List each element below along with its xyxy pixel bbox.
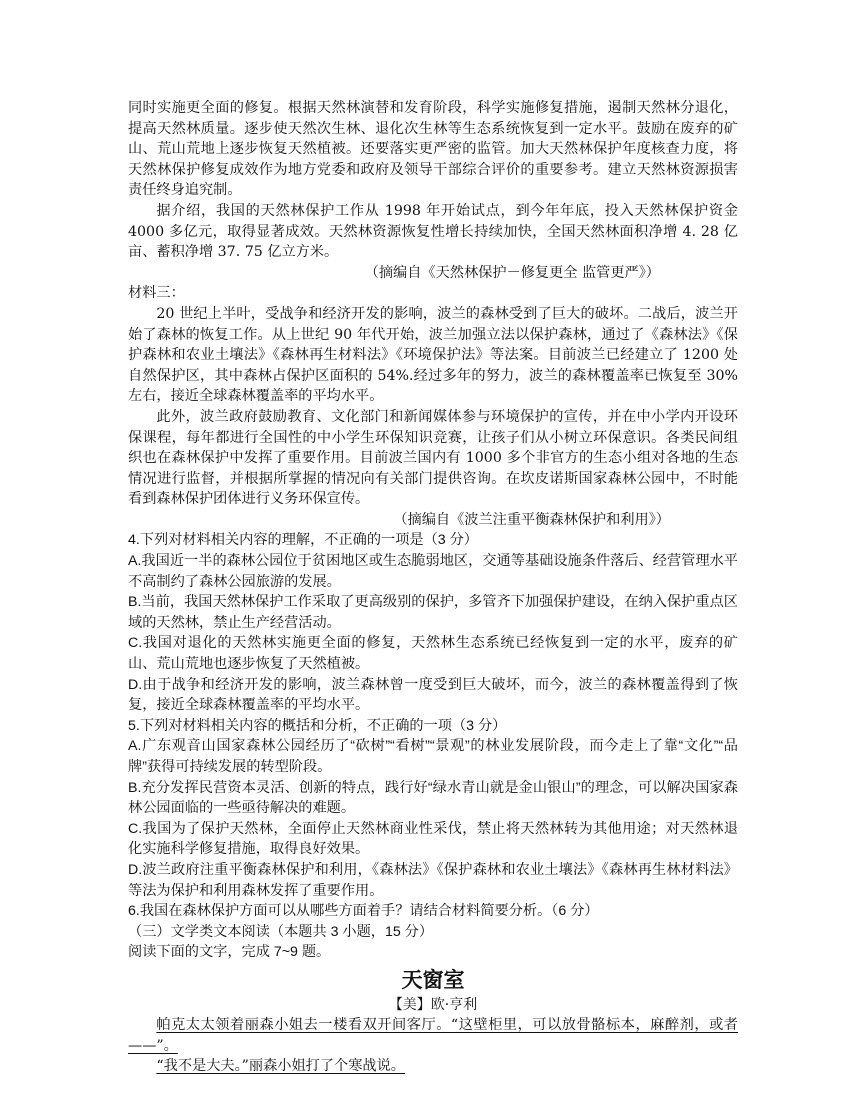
- material-three-label: 材料三：: [128, 285, 185, 302]
- story-paragraph-1: 帕克太太领着丽森小姐去一楼看双开间客厅。“这壁柜里，可以放骨骼标本，麻醉剂，或者——”。: [128, 1016, 738, 1054]
- question-6: 6.我国在森林保护方面可以从哪些方面着手？请结合材料简要分析。（6 分）: [128, 903, 599, 920]
- question-4-option-b: B.当前，我国天然林保护工作采取了更高级别的保护，多管齐下加强保护建设，在纳入保护重点区域的天然林，禁止生产经营活动。: [128, 594, 738, 631]
- section-three-heading: （三）文学类文本阅读（本题共 3 小题，15 分）: [128, 923, 434, 940]
- question-5-option-d: D.波兰政府注重平衡森林保护和利用，《森林法》《保护森林和农业土壤法》《森林再生林材料法》等法为保护和利用森林发挥了重要作用。: [128, 861, 738, 899]
- story-title: 天窗室: [401, 966, 465, 992]
- story-paragraph-2: “我不是大夫。”丽森小姐打了个寒战说。: [156, 1058, 405, 1075]
- source-citation-3: （摘编自《波兰注重平衡森林保护和利用》）: [393, 511, 670, 528]
- question-4-option-d: D.由于战争和经济开发的影响，波兰森林曾一度受到巨大破坏，而今，波兰的森林覆盖得到了恢复，接近全球森林覆盖率的平均水平。: [128, 676, 738, 714]
- question-4-option-a: A.我国近一半的森林公园位于贫困地区或生态脆弱地区，交通等基础设施条件落后、经营管理水平不高制约了森林公园旅游的发展。: [128, 553, 738, 590]
- document-page: [128, 98, 738, 1077]
- source-citation-2: （摘编自《天然林保护－修复更全 监管更严》）: [364, 264, 660, 281]
- paragraph-restoration: 同时实施更全面的修复。根据天然林演替和发育阶段，科学实施修复措施，遏制天然林分退化，提高天然林质量。逐步使天然次生林、退化次生林等生态系统恢复到一定水平。鼓励在废弃的矿山、荒山荒地上逐步恢复天然植被。还要落实更严密的监管。加大天然林保护年度核查力度，将天然林保护修复成效作为地方党委和政府及领导干部综合评价的重要参考。建立天然林资源损害责任终身追究制。: [128, 100, 738, 199]
- reading-instruction: 阅读下面的文字，完成 7~9 题。: [128, 944, 331, 961]
- question-4: 4.下列对材料相关内容的理解，不正确的一项是（3 分）: [128, 532, 478, 549]
- story-author: 【美】欧·亨利: [388, 996, 478, 1013]
- paragraph-poland-forest: 20 世纪上半叶，受战争和经济开发的影响，波兰的森林受到了巨大的破坏。二战后，波兰开始了森林的恢复工作。从上世纪 90 年代开始，波兰加强立法以保护森林，通过了《森林法》《保护森林和农业土壤法》《森林再生材料法》《环境保护法》等法案。目前波兰已经建立了 1200 处自然保护区，其中森林占保护区面积的 54%.经过多年的努力，波兰的森林覆盖率已恢复至 30%左右，接近全球森林覆盖率的平均水平。: [128, 305, 738, 405]
- paragraph-forest-stats: 据介绍，我国的天然林保护工作从 1998 年开始试点，到今年年底，投入天然林保护资金 4000 多亿元，取得显著成效。天然林资源恢复性增长持续加快，全国天然林面积净增 4. 28 亿亩、蓄积净增 37. 75 亿立方米。: [128, 202, 738, 261]
- question-5-option-b: B.充分发挥民营资本灵活、创新的特点，践行好“绿水青山就是金山银山”的理念，可以解决国家森林公园面临的一些亟待解决的难题。: [128, 779, 738, 817]
- paragraph-poland-education: 此外，波兰政府鼓励教育、文化部门和新闻媒体参与环境保护的宣传，并在中小学内开设环保课程，每年都进行全国性的中小学生环保知识竞赛，让孩子们从小树立环保意识。各类民间组织也在森林保护中发挥了重要作用。目前波兰国内有 1000 多个非官方的生态小组对各地的生态情况进行监督，并根据所掌握的情况向有关部门提供咨询。在坎皮诺斯国家森林公园中，不时能看到森林保护团体进行义务环保宣传。: [128, 408, 738, 508]
- question-5-option-c: C.我国为了保护天然林，全面停止天然林商业性采伐，禁止将天然林转为其他用途；对天然林退化实施科学修复措施，取得良好效果。: [128, 820, 738, 858]
- question-4-option-c: C.我国对退化的天然林实施更全面的修复，天然林生态系统已经恢复到一定的水平，废弃的矿山、荒山荒地也逐步恢复了天然植被。: [128, 635, 738, 673]
- question-5: 5.下列对材料相关内容的概括和分析，不正确的一项（3 分）: [128, 717, 507, 734]
- question-5-option-a: A.广东观音山国家森林公园经历了“砍树”“看树”“景观”的林业发展阶段，而今走上了靠“文化”“品牌”获得可持续发展的转型阶段。: [128, 738, 738, 775]
